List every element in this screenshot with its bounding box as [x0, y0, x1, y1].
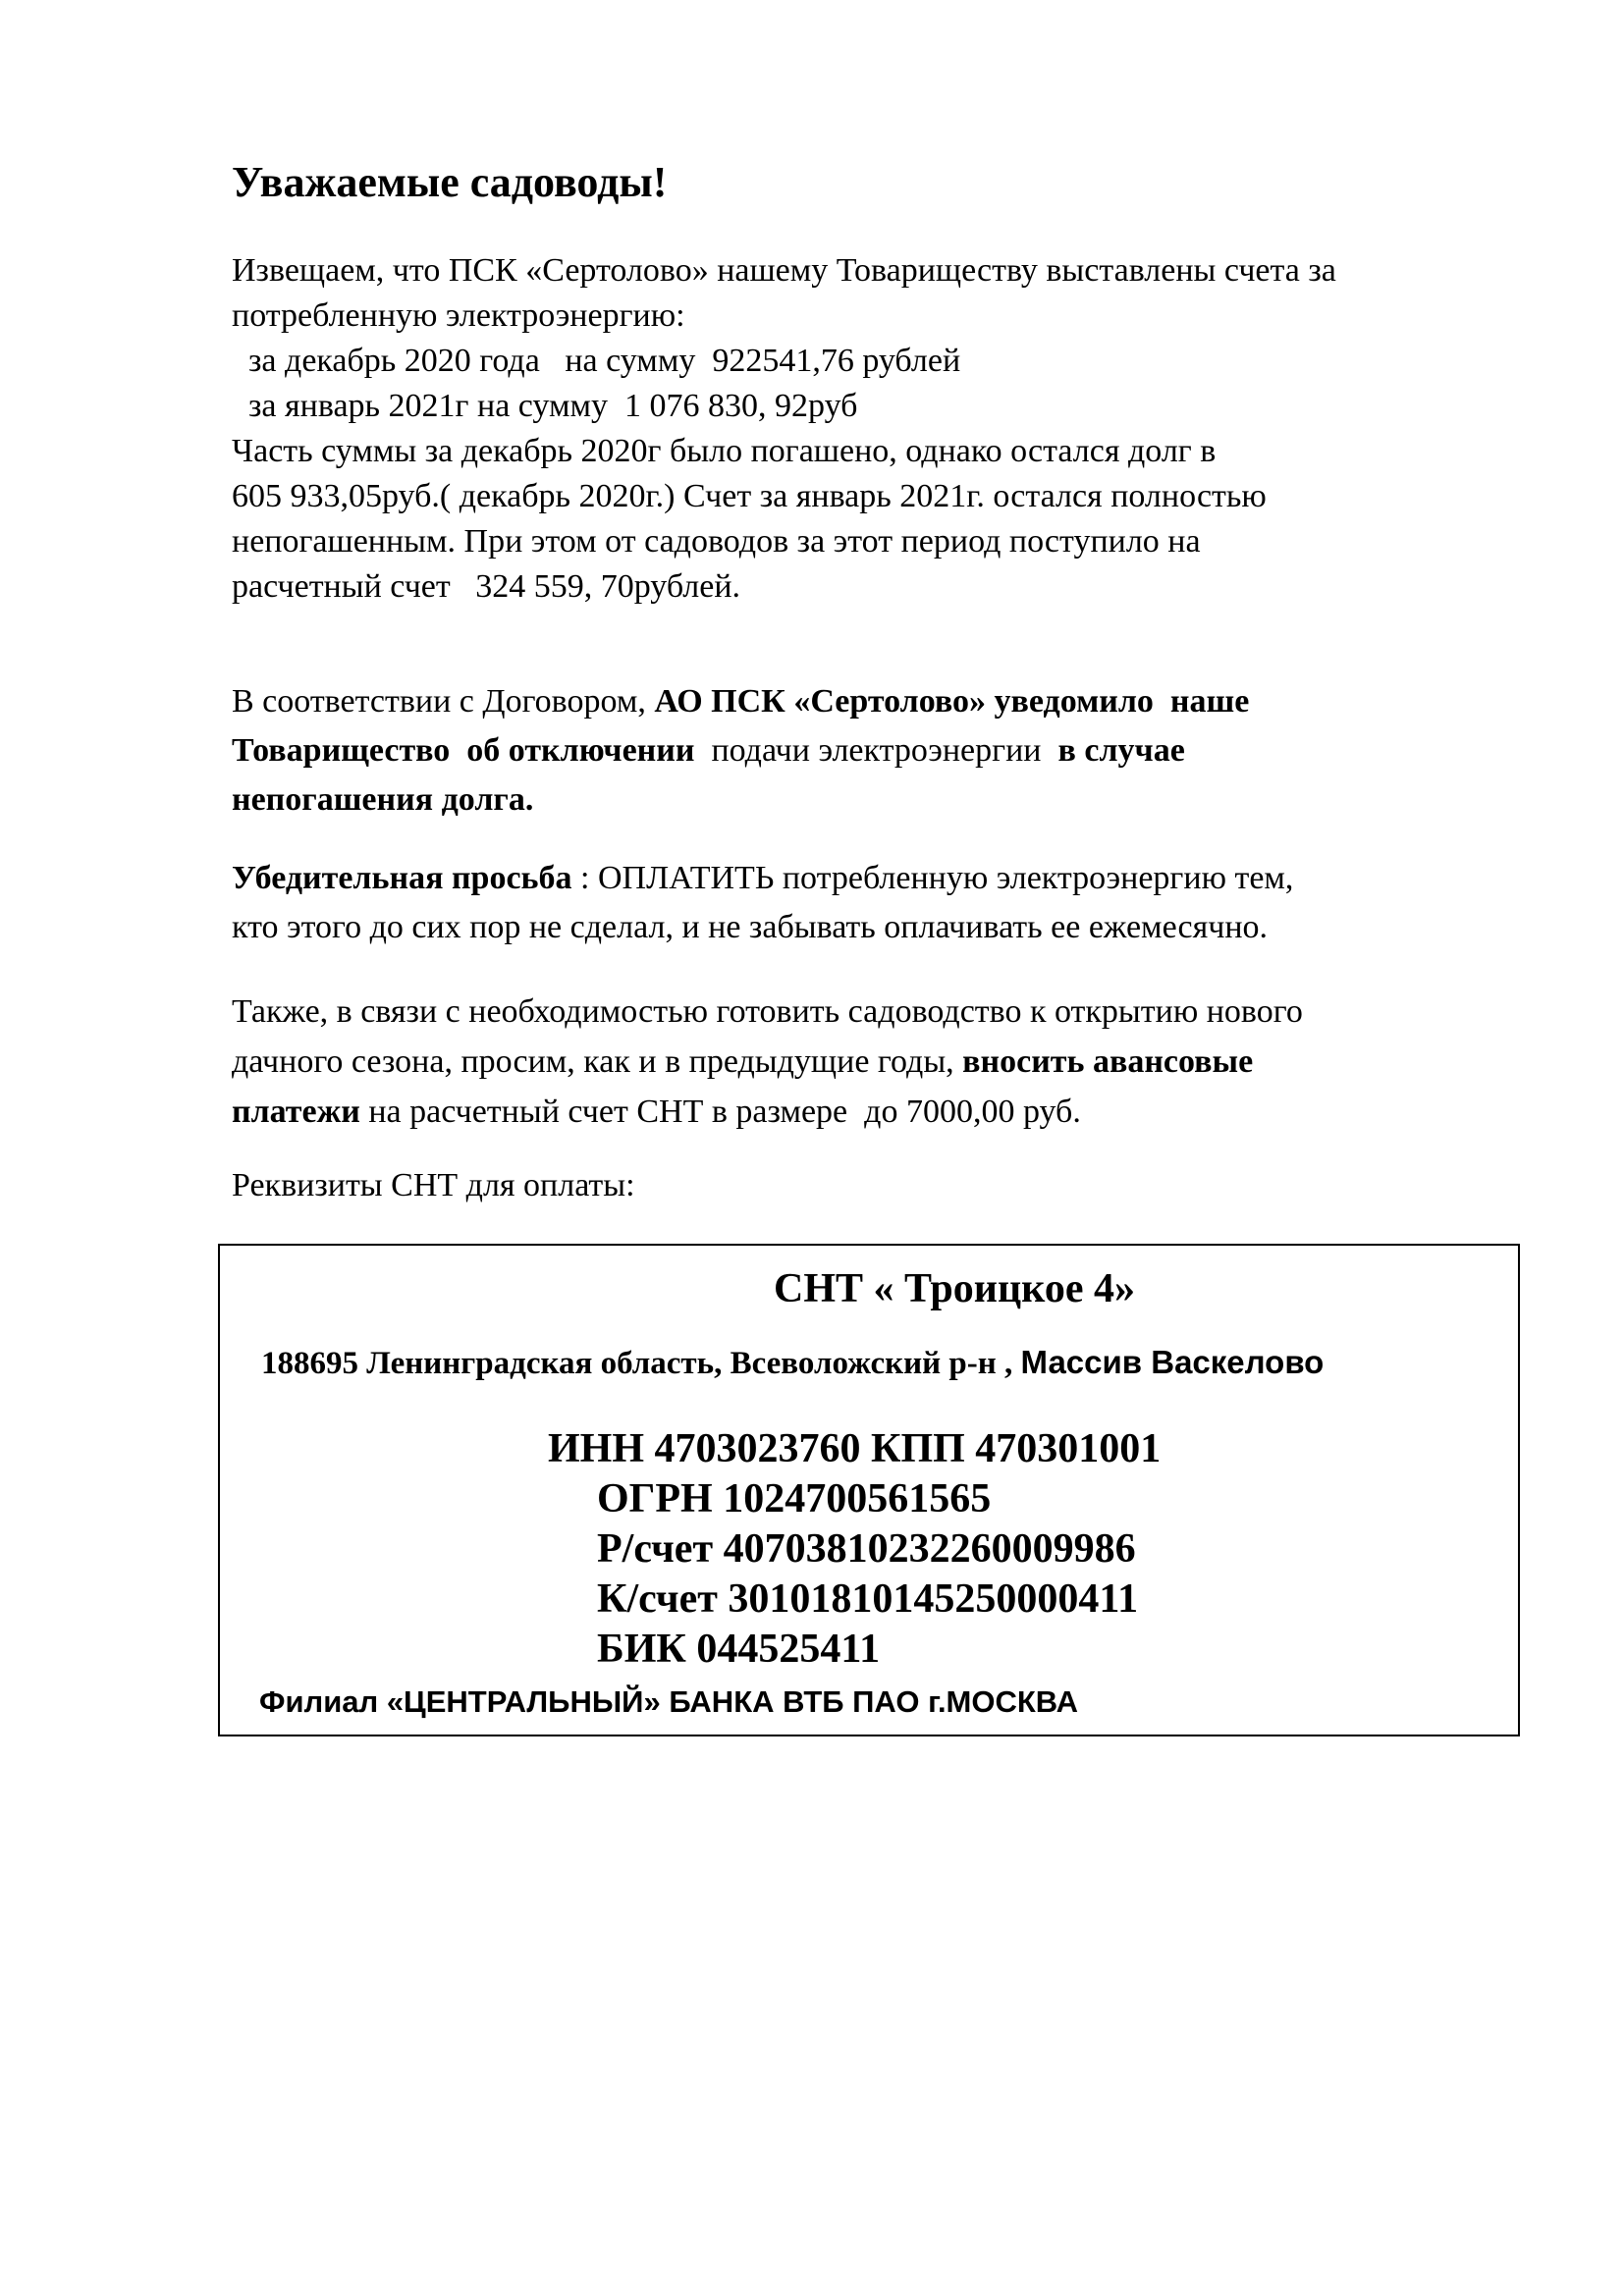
organization-address [261, 1344, 1324, 1382]
paragraph-disconnection-warning [232, 677, 1528, 825]
bik: БИК 044525411 [597, 1627, 881, 1672]
text-line: за январь 2021г на сумму 1 076 830, 92руб [232, 388, 858, 424]
text-normal: на расчетный счет СНТ в размере до 7000,00 руб. [359, 1094, 1081, 1130]
text-bold: вносить авансовые [962, 1043, 1254, 1080]
text-bold: платежи [232, 1094, 360, 1130]
text-line: 605 933,05руб.( декабрь 2020г.) Счет за январь 2021г. остался полностью [232, 478, 1267, 514]
ogrn: ОГРН 1024700561565 [597, 1476, 992, 1522]
requisites-box [218, 1244, 1520, 1736]
text-normal: В соответствии с Договором, [232, 683, 655, 720]
correspondent-account: К/счет 30101810145250000411 [597, 1576, 1139, 1622]
address-locality: Массив Васкелово [1020, 1344, 1325, 1380]
paragraph-payment-request [232, 854, 1528, 952]
text-line [232, 854, 1528, 903]
paragraph-advance-payments [232, 987, 1528, 1137]
page-heading: Уважаемые садоводы! [232, 158, 668, 206]
text-line: за декабрь 2020 года на сумму 922541,76 рублей [232, 343, 961, 379]
text-line: непогашенным. При этом от садоводов за этот период поступило на [232, 523, 1201, 560]
requisites-intro: Реквизиты СНТ для оплаты: [232, 1167, 635, 1203]
text-line: Часть суммы за декабрь 2020г было погашено, однако остался долг в [232, 433, 1217, 469]
settlement-account: Р/счет 40703810232260009986 [597, 1526, 1136, 1572]
inn-kpp: ИНН 4703023760 КПП 470301001 [548, 1426, 1162, 1471]
text-line: потребленную электроэнергию: [232, 297, 685, 334]
text-bold: в случае [1050, 732, 1185, 769]
text-line [232, 1037, 1528, 1087]
paragraph-invoice-notice [232, 248, 1528, 610]
text-line: расчетный счет 324 559, 70рублей. [232, 568, 741, 605]
text-normal: подачи электроэнергии [702, 732, 1050, 769]
text-line: кто этого до сих пор не сделал, и не забывать оплачивать ее ежемесячно. [232, 909, 1269, 945]
text-line [232, 1087, 1528, 1137]
text-line [232, 677, 1528, 726]
text-bold: Товарищество об отключении [232, 732, 703, 769]
text-normal: : ОПЛАТИТЬ потребленную электроэнергию тем, [571, 860, 1294, 896]
text-line: непогашения долга. [232, 781, 534, 818]
text-line [232, 726, 1528, 775]
text-normal: дачного сезона, просим, как и в предыдущие годы, [232, 1043, 963, 1080]
text-line: Также, в связи с необходимостью готовить садоводство к открытию нового [232, 993, 1303, 1030]
bank-branch: Филиал «ЦЕНТРАЛЬНЫЙ» БАНКА ВТБ ПАО г.МОСКВА [259, 1684, 1079, 1719]
text-bold: Убедительная просьба [232, 860, 572, 896]
organization-name: СНТ « Троицкое 4» [774, 1266, 1135, 1311]
address-text: 188695 Ленинградская область, Всеволожский р-н , [261, 1346, 1021, 1381]
text-bold: АО ПСК «Сертолово» уведомило наше [654, 683, 1250, 720]
text-line: Извещаем, что ПСК «Сертолово» нашему Товариществу выставлены счета за [232, 252, 1336, 289]
